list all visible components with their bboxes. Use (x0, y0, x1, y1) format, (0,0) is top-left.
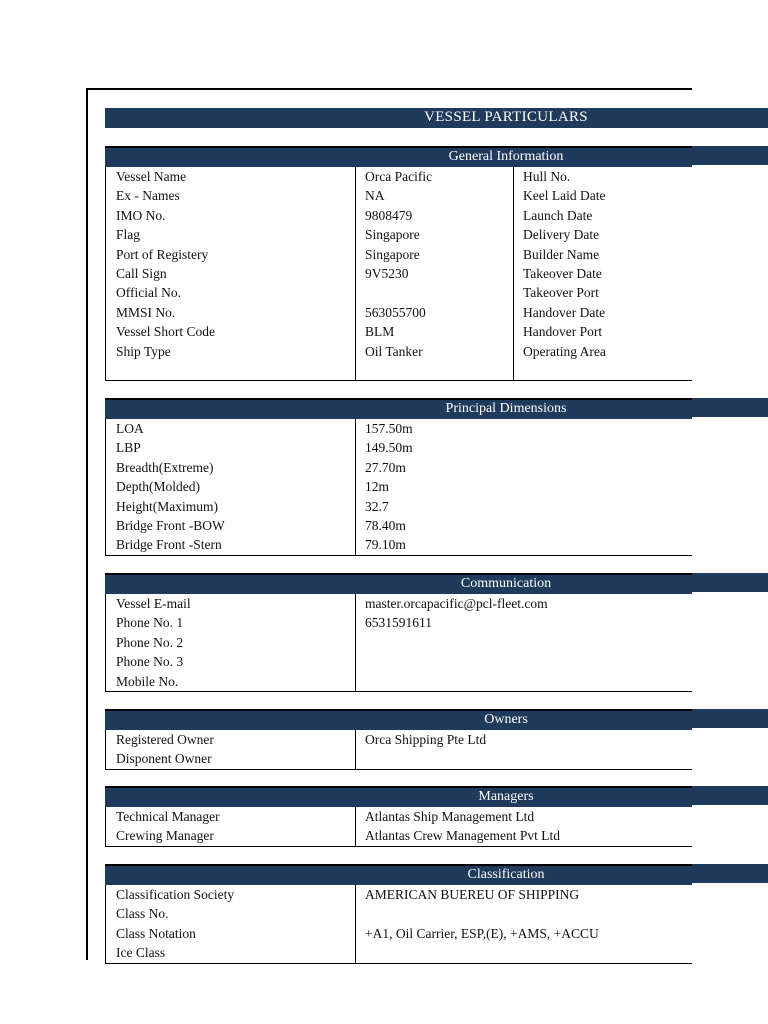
table-row (106, 225, 692, 244)
field-value: AMERICAN BUEREU OF SHIPPING (365, 887, 580, 902)
table-row (106, 458, 692, 477)
document-frame-left (86, 88, 88, 960)
table-row (106, 419, 692, 438)
field-label: Vessel Name (116, 169, 187, 184)
field-label: Technical Manager (116, 809, 220, 824)
table-row (106, 516, 692, 535)
field-label-secondary: Delivery Date (523, 227, 600, 243)
document-frame-top (86, 88, 692, 90)
table-row (106, 342, 692, 361)
section-title: Communication (460, 576, 552, 591)
field-value: 78.40m (365, 517, 406, 533)
section-header (105, 786, 692, 807)
section-title: Classification (467, 867, 545, 882)
field-value: BLM (365, 324, 395, 340)
table-row (106, 904, 692, 923)
table-row (106, 438, 692, 457)
field-value: +A1, Oil Carrier, ESP,(E), +AMS, +ACCU (365, 925, 599, 941)
field-label: Height(Maximum) (116, 498, 218, 514)
field-value: Singapore (365, 227, 420, 243)
section-body (105, 167, 692, 381)
rows (106, 167, 692, 361)
section-header (105, 398, 692, 419)
field-label: Flag (116, 227, 141, 243)
table-row (106, 283, 692, 302)
section-communication (105, 573, 692, 692)
field-label: IMO No. (116, 207, 166, 223)
table-row (106, 613, 692, 632)
field-label: Phone No. 2 (116, 634, 184, 650)
section-title: Principal Dimensions (445, 401, 567, 416)
table-row (106, 206, 692, 225)
field-value: Singapore (365, 246, 420, 262)
field-label-secondary: Handover Port (523, 324, 603, 340)
field-label: Ex - Names (116, 188, 180, 204)
page-title: VESSEL PARTICULARS (424, 109, 588, 125)
table-row (106, 943, 692, 962)
field-label-secondary: Operating Area (523, 343, 606, 359)
field-label: Ice Class (116, 945, 166, 961)
field-label: Official No. (116, 285, 181, 301)
field-label: Disponent Owner (116, 751, 212, 767)
field-label: LBP (116, 440, 141, 456)
field-label: Bridge Front -BOW (116, 517, 225, 533)
field-value: 79.10m (365, 537, 406, 553)
field-label-secondary: Launch Date (523, 207, 593, 223)
section-general-information (105, 146, 692, 381)
field-value: 12m (365, 479, 390, 495)
rows (106, 885, 692, 963)
section-header (105, 709, 692, 730)
section-body (105, 807, 692, 847)
field-label: Call Sign (116, 265, 167, 281)
table-row (106, 535, 692, 554)
field-value: 9V5230 (365, 265, 409, 281)
field-label: Breadth(Extreme) (116, 459, 214, 475)
table-row (106, 497, 692, 516)
table-row (106, 303, 692, 322)
field-label-secondary: Takeover Port (523, 285, 599, 301)
table-row (106, 633, 692, 652)
table-row (106, 186, 692, 205)
table-row (106, 477, 692, 496)
field-value: 563055700 (365, 304, 426, 320)
section-body (105, 594, 692, 692)
field-label: Bridge Front -Stern (116, 537, 222, 553)
field-label: MMSI No. (116, 304, 176, 320)
field-label: Classification Society (116, 887, 235, 902)
table-row (106, 807, 692, 826)
table-row (106, 245, 692, 264)
field-value: Orca Pacific (365, 169, 433, 184)
field-value: Orca Shipping Pte Ltd (365, 732, 487, 747)
field-value: 149.50m (365, 440, 413, 456)
section-managers (105, 786, 692, 847)
field-value: Atlantas Crew Management Pvt Ltd (365, 828, 560, 844)
field-label: Ship Type (116, 343, 171, 359)
field-value: Oil Tanker (365, 343, 423, 359)
section-principal-dimensions (105, 398, 692, 556)
page-title-bar (105, 108, 768, 128)
field-label: Vessel E-mail (116, 596, 191, 611)
field-value: 9808479 (365, 207, 413, 223)
rows (106, 594, 692, 691)
table-row (106, 167, 692, 186)
field-value: 27.70m (365, 459, 406, 475)
field-label: Class No. (116, 906, 169, 922)
section-title: General Information (448, 149, 564, 164)
field-value: Atlantas Ship Management Ltd (365, 809, 535, 824)
section-body (105, 730, 692, 770)
section-body (105, 885, 692, 964)
field-label: Vessel Short Code (116, 324, 215, 340)
field-label: Crewing Manager (116, 828, 214, 844)
table-row (106, 652, 692, 671)
field-value: NA (365, 188, 385, 204)
field-value: 32.7 (365, 498, 389, 514)
section-title: Managers (478, 789, 534, 804)
field-label-secondary: Handover Date (523, 304, 606, 320)
field-label: Port of Registery (116, 246, 209, 262)
table-row (106, 264, 692, 283)
section-header (105, 146, 692, 167)
table-row (106, 826, 692, 845)
section-body (105, 419, 692, 556)
field-label-secondary: Takeover Date (523, 265, 602, 281)
section-classification (105, 864, 692, 964)
field-value: 6531591611 (365, 615, 432, 631)
table-row (106, 749, 692, 768)
section-title: Owners (484, 712, 528, 727)
table-row (106, 924, 692, 943)
table-row (106, 730, 692, 749)
section-header (105, 573, 692, 594)
field-value: 157.50m (365, 421, 413, 436)
field-label-secondary: Keel Laid Date (523, 188, 606, 204)
section-owners (105, 709, 692, 770)
field-label: Phone No. 3 (116, 654, 184, 670)
table-row (106, 322, 692, 341)
field-label: LOA (116, 421, 144, 436)
field-label: Class Notation (116, 925, 196, 941)
rows (106, 419, 692, 555)
table-row (106, 672, 692, 691)
table-row (106, 885, 692, 904)
field-label: Phone No. 1 (116, 615, 184, 631)
field-label-secondary: Builder Name (523, 246, 600, 262)
field-value: master.orcapacific@pcl-fleet.com (365, 596, 548, 611)
field-label: Registered Owner (116, 732, 214, 747)
field-label: Mobile No. (116, 673, 179, 689)
field-label: Depth(Molded) (116, 479, 200, 495)
rows (106, 807, 692, 846)
field-label-secondary: Hull No. (523, 169, 571, 184)
table-row (106, 594, 692, 613)
rows (106, 730, 692, 769)
section-header (105, 864, 692, 885)
